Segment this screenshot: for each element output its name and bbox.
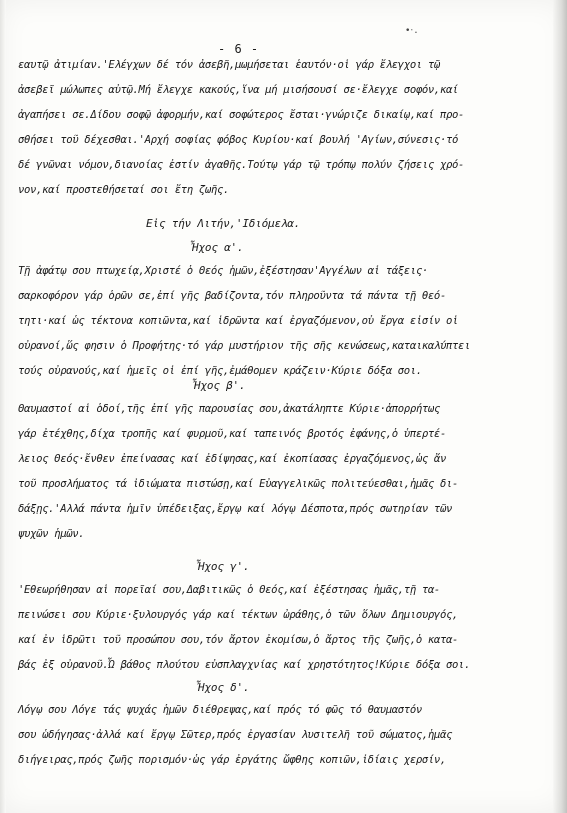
- text-line: οὐρανοί,ὥς φησιν ὁ Προφήτης·τό γάρ μυστήριον τῆς σῆς κενώσεως,καταικαλύπτει: [18, 340, 471, 352]
- echos-heading: Ἦχος α'.: [192, 241, 244, 254]
- echos-heading: Ἦχος δ'.: [198, 681, 250, 694]
- text-line: Θαυμαστοί αἱ ὁδοί,τῆς ἐπί γῆς παρουσίας σου,ἀκατάληπτε Κύριε·ἀπορρήτως: [18, 403, 440, 415]
- text-line: 'Εθεωρήθησαν αἱ πορεῖαί σου,Δαβιτικῶς ὁ Θεός,καί ἐξέστησας ἡμᾶς,τῇ τα-: [18, 584, 440, 596]
- text-line: Λόγῳ σου Λόγε τάς ψυχάς ἡμῶν διέθρεψας,καί πρός τό φῶς τό θαυμαστόν: [18, 704, 422, 716]
- ink-marks: •‧.: [405, 26, 419, 36]
- text-line: γάρ ἐτέχθης,δίχα τροπῆς καί φυρμοῦ,καί ταπεινός βροτός ἐφάνης,ὁ ὑπερτέ-: [18, 428, 446, 440]
- text-line: νον,καί προστεθήσεταί σοι ἔτη ζωῆς.: [18, 184, 229, 196]
- text-line: εαυτῷ ἀτιμίαν.'Ελέγχων δέ τόν ἀσεβῆ,μωμήσεται ἑαυτόν·οἱ γάρ ἔλεγχοι τῷ: [18, 59, 440, 71]
- text-line: βάς ἐξ οὐρανοῦ.Ὦ βάθος πλούτου εὐσπλαγχνίας καί χρηστότητος!Κύριε δόξα σοι.: [18, 659, 471, 671]
- echos-heading: Ἦχος β'.: [194, 379, 246, 392]
- text-line: σαρκοφόρον γάρ ὁρῶν σε,ἐπί γῆς βαδίζοντα,τόν πληροῦντα τά πάντα τῇ θεό-: [18, 290, 446, 302]
- text-line: σου ὡδήγησας·ἀλλά καί ἔργῳ Σῶτερ,πρός ἐργασίαν λυσιτελῆ τοῦ σώματος,ἡμᾶς: [18, 729, 453, 741]
- section-heading: Εἰς τήν Λιτήν,'Ιδιόμελα.: [146, 217, 301, 230]
- text-line: ἀγαπήσει σε.Δίδου σοφῷ ἀφορμήν,καί σοφώτερος ἔσται·γνώριζε δικαίῳ,καί προ-: [18, 109, 465, 121]
- text-line: λειος Θεός·ἔνθεν ἐπείνασας καί ἐδίψησας,καί ἐκοπίασας ἐργαζόμενος,ὡς ἄν: [18, 453, 446, 465]
- page-left-shadow: [0, 0, 6, 813]
- text-line: πεινώσει σου Κύριε·ξυλουργός γάρ καί τέκτων ὠράθης,ὁ τῶν ὅλων Δημιουργός,: [18, 609, 459, 621]
- echos-heading: Ἦχος γ'.: [198, 560, 250, 573]
- text-line: ἀσεβεῖ μώλωπες αὐτῷ.Μή ἔλεγχε κακούς,ἵνα μή μισήσουσί σε·ἔλεγχε σοφόν,καί: [18, 84, 459, 96]
- text-line: δάξῃς.'Αλλά πάντα ἡμῖν ὑπέδειξας,ἔργῳ καί λόγῳ Δέσποτα,πρός σωτηρίαν τῶν: [18, 503, 453, 515]
- text-line: ψυχῶν ἡμῶν.: [18, 528, 85, 540]
- text-line: διήγειρας,πρός ζωῆς πορισμόν·ὡς γάρ ἐργάτης ὤφθης κοπιῶν,ἰδίαις χερσίν,: [18, 754, 446, 766]
- page-number: - 6 -: [218, 42, 260, 56]
- text-line: τοῦ προσλήματος τά ἰδιώματα πιστώσῃ,καί Εὐαγγελικῶς πολιτεύεσθαι,ἡμᾶς δι-: [18, 478, 459, 490]
- text-line: καί ἐν ἱδρῶτι τοῦ προσώπου σου,τόν ἄρτον ἐκομίσω,ὁ ἄρτος τῆς ζωῆς,ὁ κατα-: [18, 634, 459, 646]
- text-line: σθήσει τοῦ δέχεσθαι.'Αρχή σοφίας φόβος Κυρίου·καί βουλή 'Αγίων,σύνεσις·τό: [18, 134, 459, 146]
- text-line: τούς οὐρανούς,καί ἡμεῖς οἱ ἐπί γῆς,ἐμάθομεν κράζειν·Κύριε δόξα σοι.: [18, 365, 422, 377]
- text-line: τητι·καί ὡς τέκτονα κοπιῶντα,καί ἱδρῶντα καί ἐργαζόμενον,οὐ ἔργα εἰσίν οἱ: [18, 315, 459, 327]
- text-line: δέ γνῶναι νόμον,διανοίας ἐστίν ἀγαθῆς.Τούτῳ γάρ τῷ τρόπῳ πολύν ζήσεις χρό-: [18, 159, 465, 171]
- page-right-shadow: [553, 0, 567, 813]
- text-line: Τῇ ἀφάτῳ σου πτωχείᾳ,Χριστέ ὁ Θεός ἡμῶν,ἐξέστησαν'Αγγέλων αἱ τάξεις·: [18, 265, 428, 277]
